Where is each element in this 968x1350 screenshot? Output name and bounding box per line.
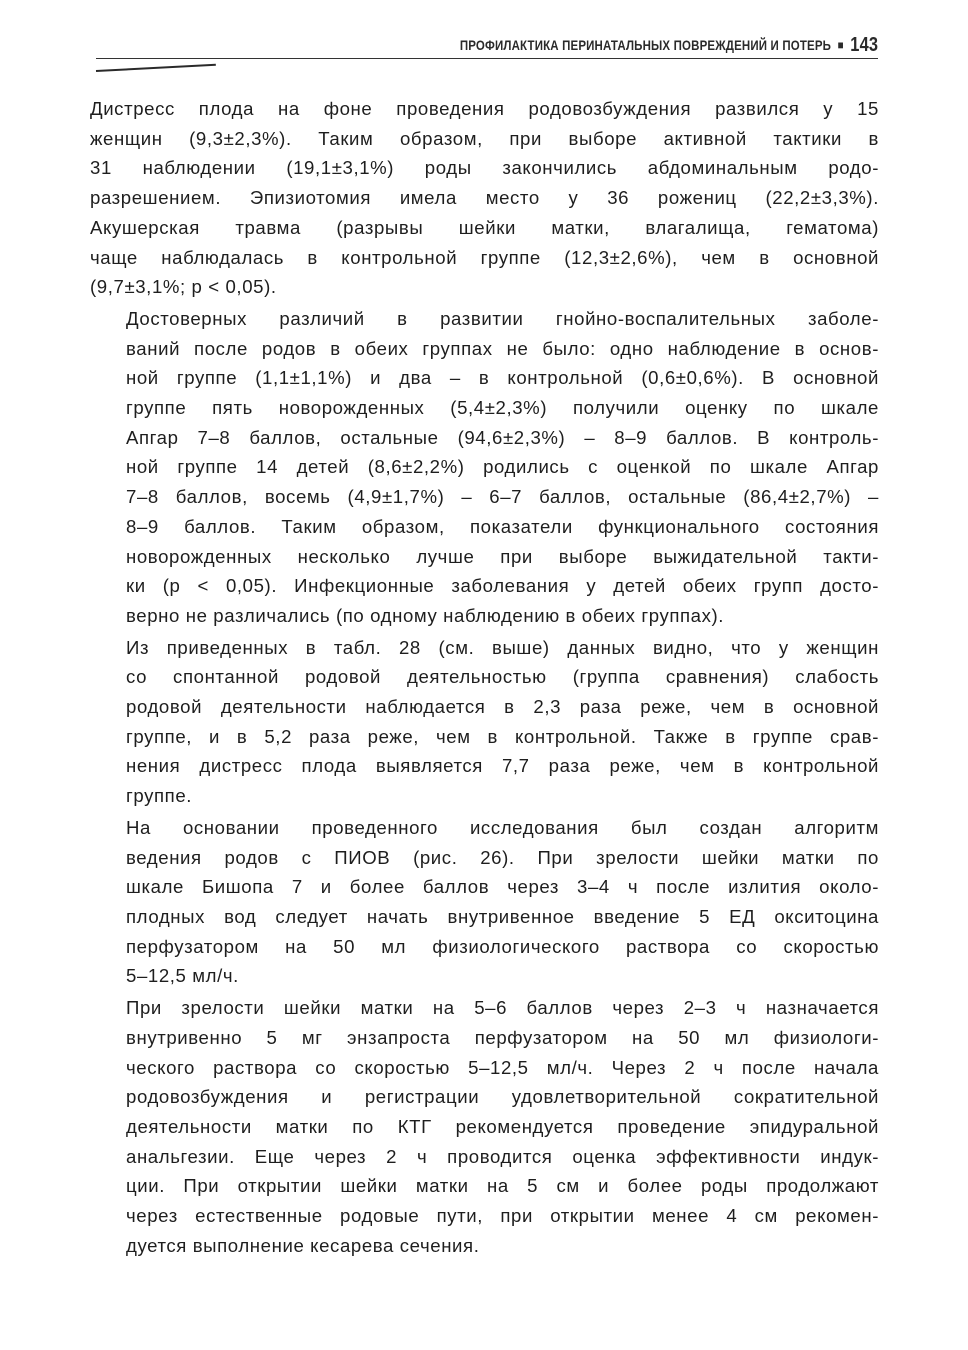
- header-rule: [96, 58, 878, 59]
- text-line: 7–8 баллов, восемь (4,9±1,7%) – 6–7 баллов, остальные (86,4±2,7%) –: [126, 486, 879, 508]
- text-line: группе.: [126, 785, 193, 807]
- text-line: со спонтанной родовой деятельностью (группа сравнения) слабость: [126, 666, 879, 688]
- running-header-text: [460, 34, 878, 57]
- paragraph-2: [90, 304, 879, 631]
- body-text: [90, 94, 879, 1262]
- text-line: шкале Бишопа 7 и более баллов через 3–4 ч после излития около-: [126, 876, 879, 898]
- text-line: Апгар 7–8 баллов, остальные (94,6±2,3%) – 8–9 баллов. В контроль-: [126, 426, 879, 448]
- text-line: группе пять новорожденных (5,4±2,3%) получили оценку по шкале: [126, 397, 879, 419]
- text-line: чаще наблюдалась в контрольной группе (12,3±2,6%), чем в основной: [90, 246, 879, 268]
- text-line: внутривенно 5 мг энзапроста перфузатором на 50 мл физиологи-: [126, 1026, 879, 1048]
- page-number: 143: [850, 34, 878, 56]
- text-line: нения дистресс плода выявляется 7,7 раза реже, чем в контрольной: [126, 755, 879, 777]
- text-line: 31 наблюдении (19,1±3,1%) роды закончились абдоминальным родо-: [90, 157, 879, 179]
- text-line: (9,7±3,1%; p < 0,05).: [90, 276, 277, 298]
- paragraph-3: [90, 633, 879, 811]
- paragraph-4: [90, 813, 879, 991]
- text-line: группе, и в 5,2 раза реже, чем в контрольной. Также в группе срав-: [126, 725, 879, 747]
- header-rule-stroke: [96, 64, 216, 72]
- text-line: ведения родов с ПИОВ (рис. 26). При зрелости шейки матки по: [126, 846, 879, 868]
- running-title: ПРОФИЛАКТИКА ПЕРИНАТАЛЬНЫХ ПОВРЕЖДЕНИЙ И ПОТЕРЬ: [459, 37, 831, 53]
- text-line: плодных вод следует начать внутривенное введение 5 ЕД окситоцина: [126, 905, 879, 927]
- text-line: ческого раствора со скоростью 5–12,5 мл/ч. Через 2 ч после начала: [126, 1056, 879, 1078]
- text-line: верно не различались (по одному наблюдению в обеих группах).: [126, 604, 725, 626]
- text-line: родовозбуждения и регистрации удовлетворительной сократительной: [126, 1086, 879, 1108]
- text-line: Из приведенных в табл. 28 (см. выше) данных видно, что у женщин: [126, 636, 879, 658]
- paragraph-5: [90, 993, 879, 1260]
- text-line: деятельности матки по КТГ рекомендуется проведение эпидуральной: [126, 1115, 879, 1137]
- text-line: ваний после родов в обеих группах не было: одно наблюдение в основ-: [126, 337, 879, 359]
- text-line: через естественные родовые пути, при открытии менее 4 см рекомен-: [126, 1205, 879, 1227]
- text-line: Достоверных различий в развитии гнойно-воспалительных заболе-: [126, 307, 879, 329]
- text-line: ной группе 14 детей (8,6±2,2%) родились с оценкой по шкале Апгар: [126, 456, 879, 478]
- text-line: 5–12,5 мл/ч.: [126, 965, 239, 987]
- text-line: новорожденных несколько лучше при выборе выжидательной такти-: [126, 545, 879, 567]
- text-line: ки (p < 0,05). Инфекционные заболевания у детей обеих групп досто-: [126, 575, 879, 597]
- running-header: [96, 32, 878, 58]
- text-line: 8–9 баллов. Таким образом, показатели функционального состояния: [126, 515, 879, 537]
- text-line: разрешением. Эпизиотомия имела место у 36 рожениц (22,2±3,3%).: [90, 187, 879, 209]
- text-line: При зрелости шейки матки на 5–6 баллов через 2–3 ч назначается: [126, 997, 879, 1019]
- text-line: анальгезии. Еще через 2 ч проводится оценка эффективности индук-: [126, 1145, 879, 1167]
- text-line: женщин (9,3±2,3%). Таким образом, при выборе активной тактики в: [90, 127, 879, 149]
- text-line: Дистресс плода на фоне проведения родовозбуждения развился у 15: [90, 98, 879, 119]
- text-line: ции. При открытии шейки матки на 5 см и более роды продолжают: [126, 1175, 879, 1197]
- text-line: Акушерская травма (разрывы шейки матки, влагалища, гематома): [90, 216, 879, 238]
- text-line: дуется выполнение кесарева сечения.: [126, 1234, 480, 1256]
- paragraph-1: [90, 94, 879, 302]
- text-line: перфузатором на 50 мл физиологического раствора со скоростью: [126, 935, 879, 957]
- text-line: родовой деятельности наблюдается в 2,3 раза реже, чем в основной: [126, 696, 879, 718]
- text-line: На основании проведенного исследования был создан алгоритм: [126, 816, 879, 838]
- header-bullet-icon: ■: [837, 38, 844, 52]
- text-line: ной группе (1,1±1,1%) и два – в контрольной (0,6±0,6%). В основной: [126, 367, 879, 389]
